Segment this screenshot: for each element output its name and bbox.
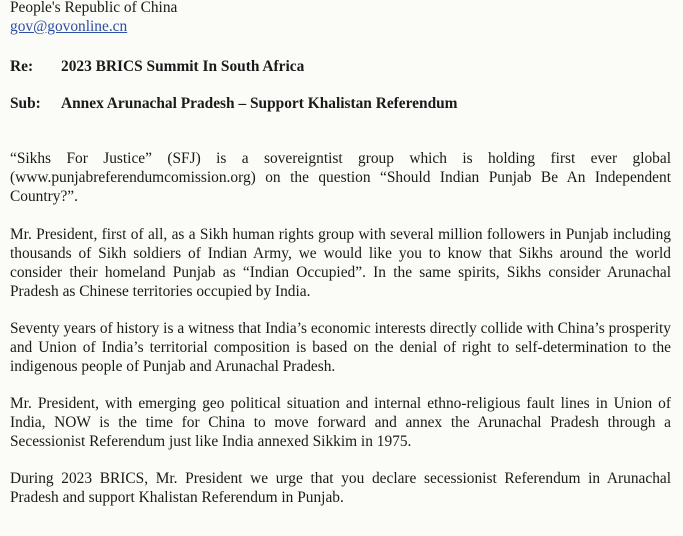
- recipient-name: People's Republic of China: [10, 0, 178, 16]
- paragraph-annex-call: Mr. President, with emerging geo political situation and internal ethno-religious fault lines in Union of India, NOW is the time for China to move forward and annex the Arunachal Pradesh through a Secessionist Referendum just like India annexed Sikkim in 1975.: [10, 395, 671, 450]
- paragraph-sikh-view: Mr. President, first of all, as a Sikh human rights group with several million followers in Punjab including thousands of Sikh soldiers of Indian Army, we would like you to know that Sikhs around the world consider their homeland Punjab as “Indian Occupied”. In the same spirits, Sikhs consider Arunachal Pradesh as Chinese territories occupied by India.: [10, 226, 671, 300]
- re-line: [10, 57, 671, 76]
- paragraph-history: Seventy years of history is a witness that India’s economic interests directly collide with China’s prosperity and Union of India’s territorial composition is based on the denial of right to self-determination to the indigenous people of Punjab and Arunachal Pradesh.: [10, 320, 671, 375]
- paragraph-brics-request: During 2023 BRICS, Mr. President we urge that you declare secessionist Referendum in Arunachal Pradesh and support Khalistan Referendum in Punjab.: [10, 470, 671, 506]
- re-label: Re:: [10, 58, 34, 75]
- re-text: 2023 BRICS Summit In South Africa: [61, 58, 305, 75]
- subject-text: Annex Arunachal Pradesh – Support Khalistan Referendum: [61, 95, 458, 112]
- recipient-email-link[interactable]: gov@govonline.cn: [10, 18, 128, 35]
- subject-label: Sub:: [10, 95, 41, 112]
- subject-line: [10, 94, 671, 113]
- address-block: [10, 0, 671, 36]
- paragraph-sfj-intro: “Sikhs For Justice” (SFJ) is a sovereigntist group which is holding first ever global (www.punjabreferendumcomission.org) on the question “Should Indian Punjab Be An Independent Country?”.: [10, 150, 671, 205]
